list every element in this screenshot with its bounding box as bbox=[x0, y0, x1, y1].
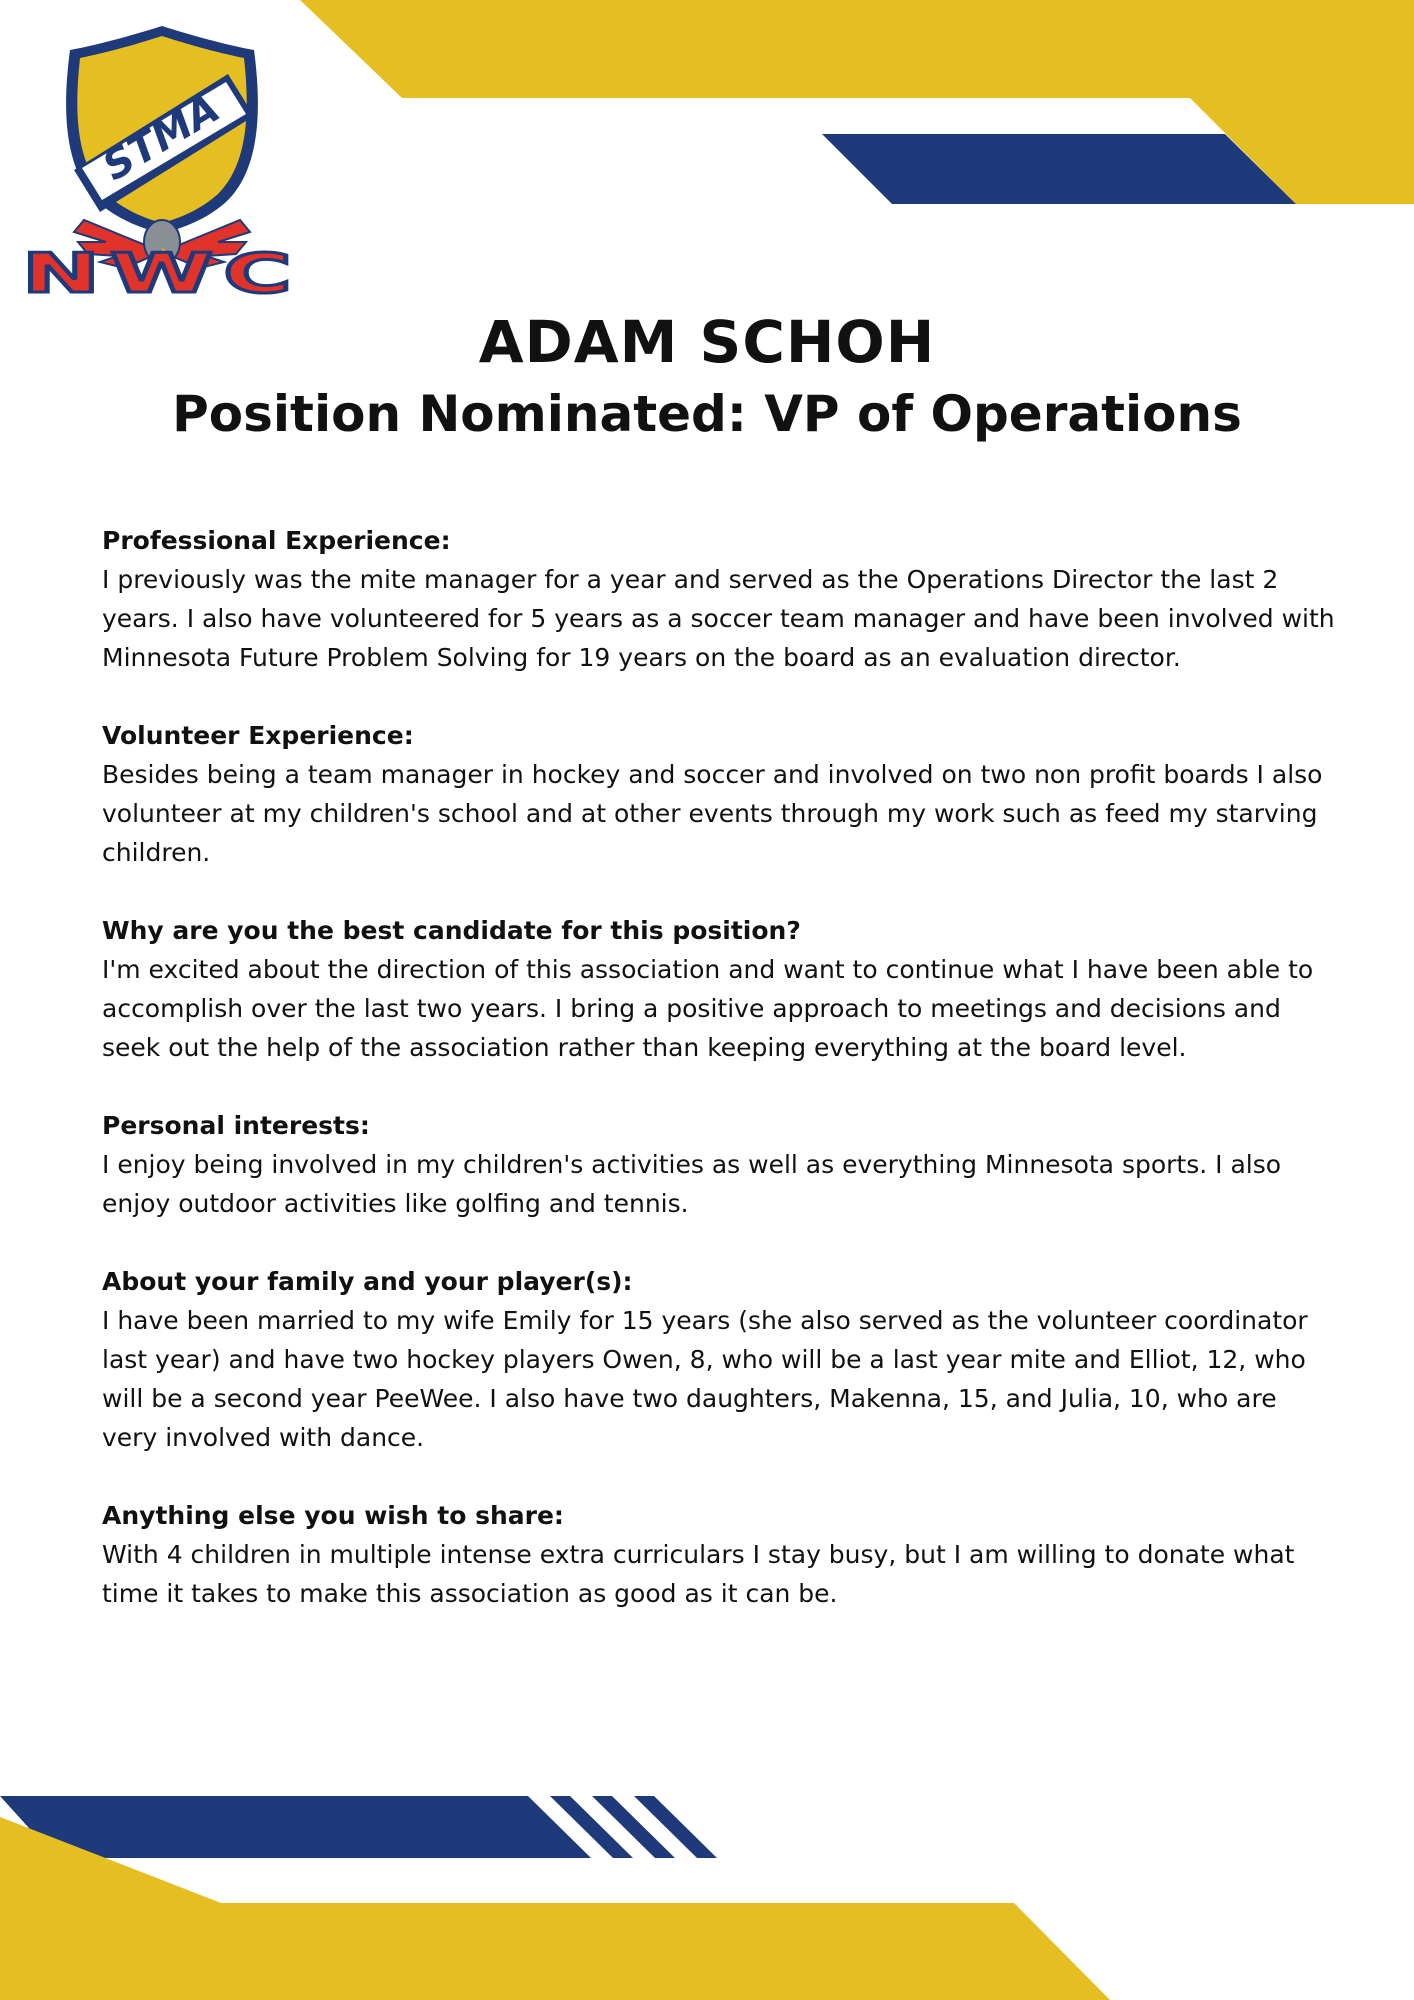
top-navy-stripe bbox=[822, 134, 1296, 204]
section-personal-interests bbox=[102, 1106, 1337, 1223]
section-body: I enjoy being involved in my children's activities as well as everything Minnesota sports. I also enjoy outdoor activities like golfing and tennis. bbox=[102, 1150, 1282, 1218]
stma-nwc-logo bbox=[14, 20, 310, 302]
section-heading: Personal interests: bbox=[102, 1111, 370, 1140]
section-heading: Professional Experience: bbox=[102, 526, 451, 555]
nomination-content bbox=[102, 521, 1337, 1652]
section-body: I previously was the mite manager for a year and served as the Operations Director the last 2 years. I also have volunteered for 5 years as a soccer team manager and have been involved with Minnesota Future Problem Solving for 19 years on the board as an evaluation director. bbox=[102, 565, 1335, 672]
section-anything-else bbox=[102, 1496, 1337, 1613]
section-volunteer-experience bbox=[102, 716, 1337, 872]
position-nominated: Position Nominated: VP of Operations bbox=[172, 385, 1242, 443]
section-body: With 4 children in multiple intense extra curriculars I stay busy, but I am willing to donate what time it takes to make this association as good as it can be. bbox=[102, 1540, 1295, 1608]
section-heading: Volunteer Experience: bbox=[102, 721, 414, 750]
section-heading: About your family and your player(s): bbox=[102, 1267, 633, 1296]
shield-text: STMA bbox=[95, 85, 228, 191]
badge-text: NWC bbox=[22, 242, 302, 302]
section-body: I have been married to my wife Emily for 15 years (she also served as the volunteer coordinator last year) and have two hockey players Owen, 8, who will be a last year mite and Elliot, 12, who will be a second year PeeWee. I also have two daughters, Makenna, 15, and Julia, 10, who are very involved with dance. bbox=[102, 1306, 1308, 1452]
section-professional-experience bbox=[102, 521, 1337, 677]
section-heading: Why are you the best candidate for this position? bbox=[102, 916, 801, 945]
bottom-navy-band bbox=[0, 1796, 591, 1858]
header bbox=[0, 306, 1414, 450]
section-best-candidate bbox=[102, 911, 1337, 1067]
section-heading: Anything else you wish to share: bbox=[102, 1501, 564, 1530]
candidate-name: ADAM SCHOH bbox=[478, 308, 936, 376]
section-body: Besides being a team manager in hockey and soccer and involved on two non profit boards I also volunteer at my children's school and at other events through my work such as feed my starving children. bbox=[102, 760, 1323, 867]
section-family-players bbox=[102, 1262, 1337, 1457]
section-body: I'm excited about the direction of this association and want to continue what I have been able to accomplish over the last two years. I bring a positive approach to meetings and decisions and seek out the help of the association rather than keeping everything at the board level. bbox=[102, 955, 1314, 1062]
